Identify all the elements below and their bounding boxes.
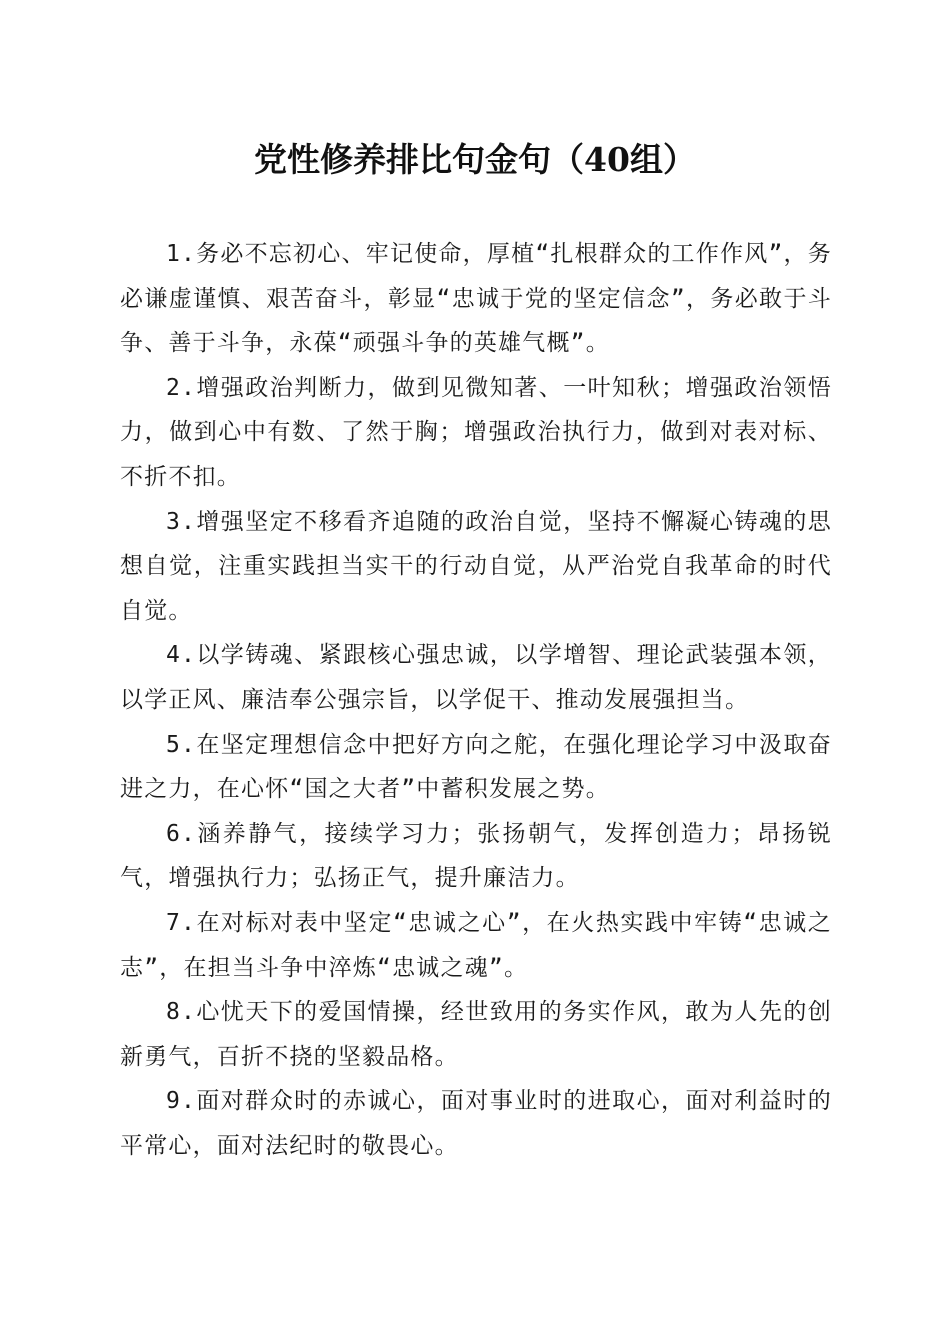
paragraph-8: 8.心忧天下的爱国情操，经世致用的务实作风，敢为人先的创新勇气，百折不挠的坚毅品格。	[120, 999, 832, 1070]
document-title: 党性修养排比句金句（40组）	[254, 140, 696, 179]
paragraph-1: 1.务必不忘初心、牢记使命，厚植“扎根群众的工作作风”，务必谦虚谨慎、艰苦奋斗，彰显“忠诚于党的坚定信念”，务必敢于斗争、善于斗争，永葆“顽强斗争的英雄气概”。	[120, 241, 832, 357]
paragraph-4: 4.以学铸魂、紧跟核心强忠诚，以学增智、理论武装强本领，以学正风、廉洁奉公强宗旨，以学促干、推动发展强担当。	[120, 642, 832, 713]
document-body	[120, 232, 832, 1168]
paragraph-7: 7.在对标对表中坚定“忠诚之心”，在火热实践中牢铸“忠诚之志”，在担当斗争中淬炼“忠诚之魂”。	[120, 909, 832, 981]
paragraph-6: 6.涵养静气，接续学习力；张扬朝气，发挥创造力；昂扬锐气，增强执行力；弘扬正气，提升廉洁力。	[120, 820, 832, 892]
paragraph-2: 2.增强政治判断力，做到见微知著、一叶知秋；增强政治领悟力，做到心中有数、了然于胸；增强政治执行力，做到对表对标、不折不扣。	[120, 374, 832, 490]
paragraph-3: 3.增强坚定不移看齐追随的政治自觉，坚持不懈凝心铸魂的思想自觉，注重实践担当实干的行动自觉，从严治党自我革命的时代自觉。	[120, 508, 832, 624]
paragraph-9: 9.面对群众时的赤诚心，面对事业时的进取心，面对利益时的平常心，面对法纪时的敬畏心。	[120, 1088, 832, 1159]
paragraph-5: 5.在坚定理想信念中把好方向之舵，在强化理论学习中汲取奋进之力，在心怀“国之大者”中蓄积发展之势。	[120, 731, 832, 803]
